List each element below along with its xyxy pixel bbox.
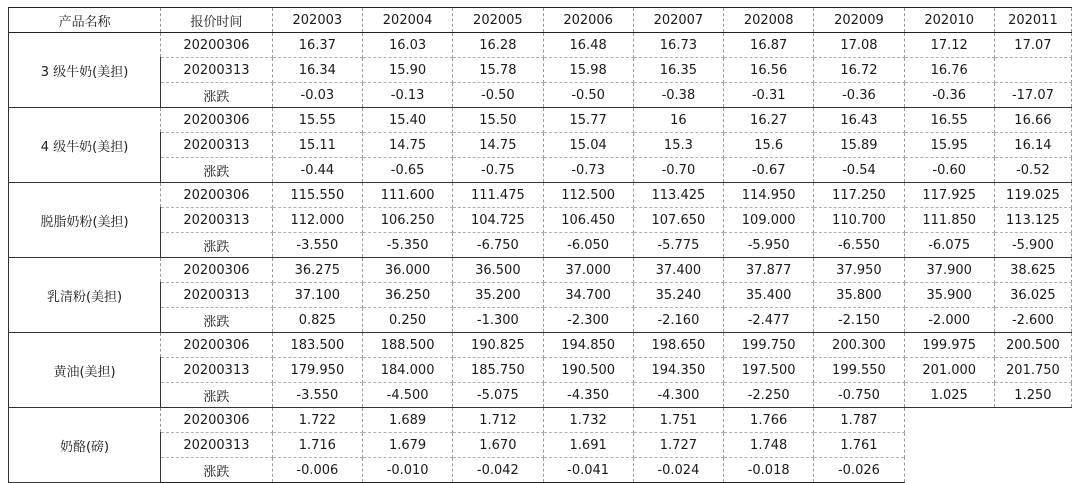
value-cell: 35.200 [453, 283, 543, 308]
value-cell: 190.825 [453, 333, 543, 358]
value-cell: -0.010 [362, 458, 452, 483]
product-name-cell: 脱脂奶粉(美担) [9, 183, 161, 258]
value-cell: 35.800 [814, 283, 904, 308]
value-cell: -0.65 [362, 158, 452, 183]
product-name-cell: 奶酪(磅) [9, 408, 161, 483]
value-cell: 15.77 [543, 108, 633, 133]
value-cell: 15.50 [453, 108, 543, 133]
value-cell: -0.73 [543, 158, 633, 183]
value-cell: -5.900 [994, 233, 1071, 258]
value-cell: -5.950 [724, 233, 814, 258]
header-row [9, 8, 1072, 33]
table-row [9, 33, 1072, 58]
table-body [9, 33, 1072, 483]
row-label-cell: 20200306 [161, 183, 273, 208]
value-cell: -5.075 [453, 383, 543, 408]
value-cell: 1.691 [543, 433, 633, 458]
value-cell: 199.975 [904, 333, 994, 358]
value-cell: 113.425 [633, 183, 723, 208]
value-cell: 16.27 [724, 108, 814, 133]
value-cell: 114.950 [724, 183, 814, 208]
row-label-cell: 涨跌 [161, 383, 273, 408]
value-cell: -2.300 [543, 308, 633, 333]
value-cell: 16.37 [272, 33, 362, 58]
table-row [9, 83, 1072, 108]
value-cell: -0.36 [814, 83, 904, 108]
value-cell: 179.950 [272, 358, 362, 383]
header-month: 202008 [724, 8, 814, 33]
value-cell: 1.787 [814, 408, 904, 433]
table-row [9, 58, 1072, 83]
product-name-cell: 3 级牛奶(美担) [9, 33, 161, 108]
header-month: 202009 [814, 8, 904, 33]
value-cell: -0.006 [272, 458, 362, 483]
table-header [9, 8, 1072, 33]
value-cell: 16.87 [724, 33, 814, 58]
value-cell: 1.025 [904, 383, 994, 408]
dairy-price-table [8, 7, 1072, 483]
value-cell: 16.14 [994, 133, 1071, 158]
value-cell: -3.550 [272, 383, 362, 408]
row-label-cell: 20200306 [161, 408, 273, 433]
value-cell: 0.250 [362, 308, 452, 333]
value-cell: 112.000 [272, 208, 362, 233]
value-cell: 112.500 [543, 183, 633, 208]
value-cell: -0.38 [633, 83, 723, 108]
value-cell: 197.500 [724, 358, 814, 383]
value-cell: 201.000 [904, 358, 994, 383]
value-cell: 1.679 [362, 433, 452, 458]
value-cell: -0.75 [453, 158, 543, 183]
product-name-cell: 乳清粉(美担) [9, 258, 161, 333]
value-cell: 16 [633, 108, 723, 133]
value-cell: 15.3 [633, 133, 723, 158]
row-label-cell: 涨跌 [161, 158, 273, 183]
value-cell: 113.125 [994, 208, 1071, 233]
value-cell: 15.40 [362, 108, 452, 133]
value-cell: 15.55 [272, 108, 362, 133]
row-label-cell: 20200306 [161, 33, 273, 58]
value-cell: -2.250 [724, 383, 814, 408]
value-cell: 36.500 [453, 258, 543, 283]
value-cell: 17.07 [994, 33, 1071, 58]
value-cell: 115.550 [272, 183, 362, 208]
value-cell: 16.35 [633, 58, 723, 83]
value-cell: -0.018 [724, 458, 814, 483]
value-cell: 1.761 [814, 433, 904, 458]
value-cell: 15.98 [543, 58, 633, 83]
value-cell: 35.400 [724, 283, 814, 308]
value-cell: 200.500 [994, 333, 1071, 358]
value-cell: 16.28 [453, 33, 543, 58]
value-cell: -0.041 [543, 458, 633, 483]
value-cell: 1.766 [724, 408, 814, 433]
header-month: 202004 [362, 8, 452, 33]
value-cell: -0.54 [814, 158, 904, 183]
value-cell: 15.6 [724, 133, 814, 158]
row-label-cell: 20200313 [161, 208, 273, 233]
value-cell: -2.150 [814, 308, 904, 333]
header-month: 202003 [272, 8, 362, 33]
empty-area [904, 408, 1071, 483]
value-cell: 16.03 [362, 33, 452, 58]
value-cell: -0.026 [814, 458, 904, 483]
value-cell: 16.34 [272, 58, 362, 83]
value-cell: -6.750 [453, 233, 543, 258]
row-label-cell: 20200313 [161, 58, 273, 83]
value-cell: 104.725 [453, 208, 543, 233]
value-cell: 1.722 [272, 408, 362, 433]
value-cell: 199.550 [814, 358, 904, 383]
value-cell: 16.72 [814, 58, 904, 83]
value-cell: -0.60 [904, 158, 994, 183]
value-cell: -0.36 [904, 83, 994, 108]
value-cell: -0.44 [272, 158, 362, 183]
value-cell: 183.500 [272, 333, 362, 358]
value-cell: -4.350 [543, 383, 633, 408]
value-cell: 1.670 [453, 433, 543, 458]
value-cell: -0.03 [272, 83, 362, 108]
value-cell: -3.550 [272, 233, 362, 258]
value-cell: 15.89 [814, 133, 904, 158]
value-cell: -0.70 [633, 158, 723, 183]
value-cell: 194.850 [543, 333, 633, 358]
value-cell: 1.751 [633, 408, 723, 433]
value-cell: 198.650 [633, 333, 723, 358]
header-month: 202011 [994, 8, 1071, 33]
value-cell: -0.024 [633, 458, 723, 483]
row-label-cell: 涨跌 [161, 233, 273, 258]
row-label-cell: 涨跌 [161, 458, 273, 483]
value-cell: -5.350 [362, 233, 452, 258]
value-cell: 1.712 [453, 408, 543, 433]
value-cell: -1.300 [453, 308, 543, 333]
value-cell: 36.025 [994, 283, 1071, 308]
value-cell: 14.75 [453, 133, 543, 158]
value-cell: 37.100 [272, 283, 362, 308]
value-cell: 117.925 [904, 183, 994, 208]
row-label-cell: 涨跌 [161, 308, 273, 333]
value-cell: -0.13 [362, 83, 452, 108]
value-cell: 1.732 [543, 408, 633, 433]
value-cell: 37.000 [543, 258, 633, 283]
table-row [9, 183, 1072, 208]
row-label-cell: 20200313 [161, 133, 273, 158]
value-cell: -0.750 [814, 383, 904, 408]
value-cell: -0.31 [724, 83, 814, 108]
value-cell: 194.350 [633, 358, 723, 383]
value-cell: 36.250 [362, 283, 452, 308]
value-cell: 15.90 [362, 58, 452, 83]
value-cell: 119.025 [994, 183, 1071, 208]
value-cell: -5.775 [633, 233, 723, 258]
value-cell: 15.78 [453, 58, 543, 83]
value-cell: 1.250 [994, 383, 1071, 408]
header-product-name: 产品名称 [9, 8, 161, 33]
row-label-cell: 20200313 [161, 283, 273, 308]
value-cell: -4.500 [362, 383, 452, 408]
value-cell: 37.950 [814, 258, 904, 283]
value-cell: 16.76 [904, 58, 994, 83]
header-month: 202006 [543, 8, 633, 33]
value-cell: 188.500 [362, 333, 452, 358]
value-cell: 16.48 [543, 33, 633, 58]
value-cell: 111.475 [453, 183, 543, 208]
value-cell: 37.900 [904, 258, 994, 283]
value-cell: 190.500 [543, 358, 633, 383]
table-row [9, 308, 1072, 333]
product-name-cell: 4 级牛奶(美担) [9, 108, 161, 183]
value-cell: 35.240 [633, 283, 723, 308]
table-row [9, 258, 1072, 283]
value-cell: 117.250 [814, 183, 904, 208]
product-name-cell: 黄油(美担) [9, 333, 161, 408]
row-label-cell: 20200306 [161, 258, 273, 283]
value-cell: -6.550 [814, 233, 904, 258]
value-cell: 109.000 [724, 208, 814, 233]
table-row [9, 108, 1072, 133]
value-cell [994, 58, 1071, 83]
value-cell: -2.000 [904, 308, 994, 333]
header-month: 202005 [453, 8, 543, 33]
value-cell: 0.825 [272, 308, 362, 333]
value-cell: -0.67 [724, 158, 814, 183]
table-row [9, 333, 1072, 358]
table-row [9, 133, 1072, 158]
value-cell: 1.689 [362, 408, 452, 433]
table-row [9, 158, 1072, 183]
value-cell: -0.042 [453, 458, 543, 483]
value-cell: 199.750 [724, 333, 814, 358]
value-cell: -2.160 [633, 308, 723, 333]
value-cell: -6.075 [904, 233, 994, 258]
value-cell: -0.50 [453, 83, 543, 108]
value-cell: 110.700 [814, 208, 904, 233]
value-cell: 185.750 [453, 358, 543, 383]
price-table-container [8, 7, 1072, 483]
table-row [9, 283, 1072, 308]
value-cell: -6.050 [543, 233, 633, 258]
value-cell: 37.400 [633, 258, 723, 283]
table-row [9, 383, 1072, 408]
header-month: 202010 [904, 8, 994, 33]
table-row [9, 208, 1072, 233]
value-cell: 35.900 [904, 283, 994, 308]
table-row [9, 408, 1072, 433]
value-cell: 111.600 [362, 183, 452, 208]
value-cell: 111.850 [904, 208, 994, 233]
row-label-cell: 20200313 [161, 358, 273, 383]
value-cell: 34.700 [543, 283, 633, 308]
value-cell: 17.12 [904, 33, 994, 58]
value-cell: 201.750 [994, 358, 1071, 383]
value-cell: -2.600 [994, 308, 1071, 333]
value-cell: 16.66 [994, 108, 1071, 133]
value-cell: 14.75 [362, 133, 452, 158]
value-cell: 106.450 [543, 208, 633, 233]
row-label-cell: 20200306 [161, 333, 273, 358]
value-cell: 106.250 [362, 208, 452, 233]
table-row [9, 358, 1072, 383]
value-cell: 15.04 [543, 133, 633, 158]
value-cell: 17.08 [814, 33, 904, 58]
value-cell: 15.95 [904, 133, 994, 158]
value-cell: -2.477 [724, 308, 814, 333]
value-cell: 16.73 [633, 33, 723, 58]
value-cell: 1.716 [272, 433, 362, 458]
table-row [9, 233, 1072, 258]
value-cell: 184.000 [362, 358, 452, 383]
value-cell: 200.300 [814, 333, 904, 358]
header-quote-date: 报价时间 [161, 8, 273, 33]
value-cell: -4.300 [633, 383, 723, 408]
value-cell: 16.55 [904, 108, 994, 133]
value-cell: -0.52 [994, 158, 1071, 183]
value-cell: 38.625 [994, 258, 1071, 283]
header-month: 202007 [633, 8, 723, 33]
value-cell: -0.50 [543, 83, 633, 108]
row-label-cell: 涨跌 [161, 83, 273, 108]
row-label-cell: 20200313 [161, 433, 273, 458]
row-label-cell: 20200306 [161, 108, 273, 133]
value-cell: 1.748 [724, 433, 814, 458]
value-cell: 37.877 [724, 258, 814, 283]
value-cell: 15.11 [272, 133, 362, 158]
value-cell: 16.56 [724, 58, 814, 83]
value-cell: 36.000 [362, 258, 452, 283]
value-cell: -17.07 [994, 83, 1071, 108]
value-cell: 107.650 [633, 208, 723, 233]
value-cell: 16.43 [814, 108, 904, 133]
value-cell: 36.275 [272, 258, 362, 283]
value-cell: 1.727 [633, 433, 723, 458]
